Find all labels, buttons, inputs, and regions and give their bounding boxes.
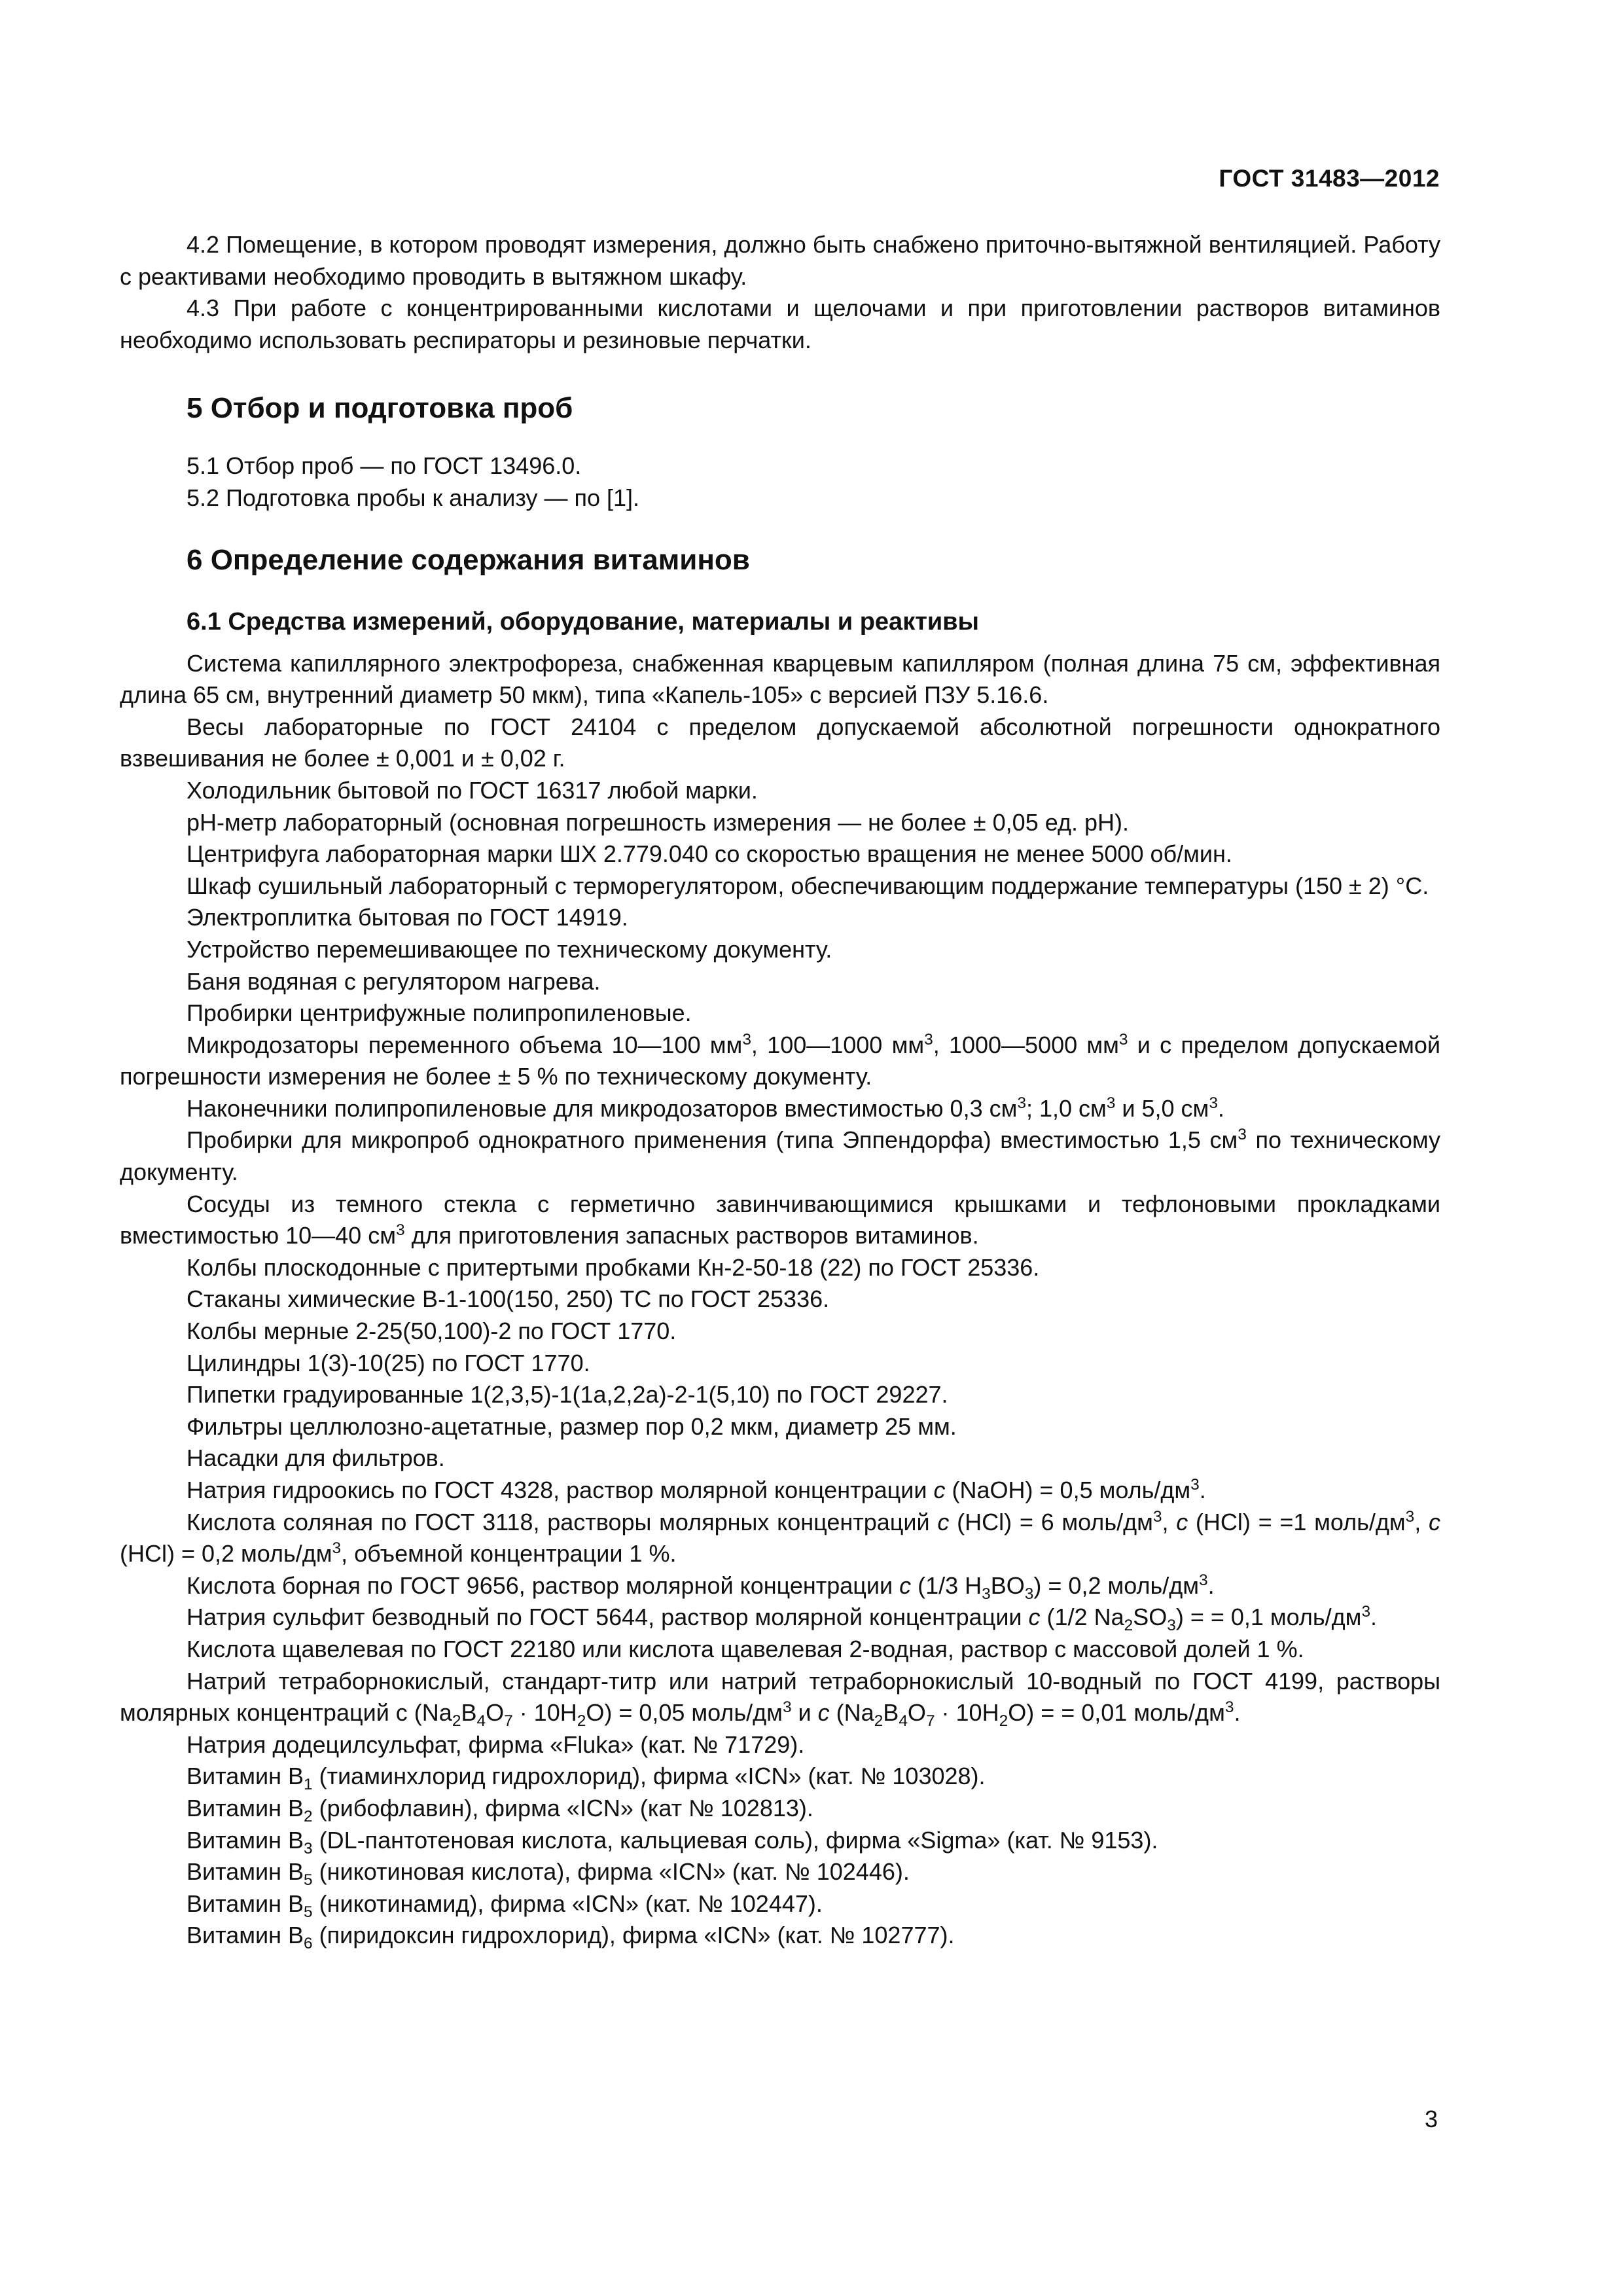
- item-acetate-filters: Фильтры целлюлозно-ацетатные, размер пор 0,2 мкм, диаметр 25 мм.: [187, 1412, 957, 1440]
- item-drying-cabinet: Шкаф сушильный лабораторный с терморегулятором, обеспечивающим поддержание температуры (150 ± 2) °С.: [187, 872, 1429, 899]
- item-refrigerator: Холодильник бытовой по ГОСТ 16317 любой марки.: [187, 776, 758, 804]
- item-oxalic-acid: Кислота щавелевая по ГОСТ 22180 или кислота щавелевая 2-водная, раствор с массовой долей 1 %.: [187, 1635, 1304, 1662]
- section-5-title: 5 Отбор и подготовка проб: [187, 392, 573, 425]
- paragraph-5-2: 5.2 Подготовка пробы к анализу — по [1].: [187, 484, 639, 511]
- item-centrifuge: Центрифуга лабораторная марки ШХ 2.779.040 со скоростью вращения не менее 5000 об/мин.: [187, 840, 1232, 868]
- item-centrifuge-tubes: Пробирки центрифужные полипропиленовые.: [187, 999, 692, 1027]
- item-sodium-tetraborate: Натрий тетраборнокислый, стандарт-титр или натрий тетраборнокислый 10-водный по ГОСТ 4199, растворы молярных концентраций с $(Na_2B_4O_7 \cdot 10H_2O) = 0,05$ моль/$дм^3$ и с $(Na_2B_4O_7 \cdot 10H_2O)$ = = 0,01 моль/$дм^3$.: [120, 1667, 1440, 1731]
- page-number: 3: [1424, 2106, 1438, 2132]
- paragraph-5-1: 5.1 Отбор проб — по ГОСТ 13496.0.: [187, 452, 582, 480]
- page-content: [120, 229, 1440, 1952]
- item-vitamin-b3: Витамин $B_3$ (DL-пантотеновая кислота, кальциевая соль), фирма «Sigma» (кат. № 9153).: [187, 1826, 1158, 1857]
- paragraph-4-3: 4.3 При работе с концентрированными кислотами и щелочами и при приготовлении растворов витаминов необходимо использовать респираторы и резиновые перчатки.: [120, 295, 1440, 353]
- item-filter-holders: Насадки для фильтров.: [187, 1444, 445, 1472]
- item-boric-acid: Кислота борная по ГОСТ 9656, раствор молярной концентрации с (1/3 $H_3BO_3) = 0,2$ моль/$дм^3$.: [187, 1571, 1215, 1603]
- item-sodium-dodecyl-sulfate: Натрия додецилсульфат, фирма «Fluka» (кат. № 71729).: [187, 1731, 805, 1758]
- item-pipette-tips: Наконечники полипропиленовые для микродозаторов вместимостью 0,3 $см^3$; 1,0 $см^3$ и 5,0 $см^3$.: [187, 1094, 1224, 1122]
- item-graduated-pipettes: Пипетки градуированные 1(2,3,5)-1(1а,2,2а)-2-1(5,10) по ГОСТ 29227.: [187, 1381, 948, 1408]
- standard-code: ГОСТ 31483—2012: [1219, 165, 1440, 192]
- item-cylinders: Цилиндры 1(3)-10(25) по ГОСТ 1770.: [187, 1349, 590, 1376]
- section-6-title: 6 Определение содержания витаминов: [187, 543, 750, 576]
- subsection-6-1-title: 6.1 Средства измерений, оборудование, материалы и реактивы: [187, 607, 979, 636]
- item-mixer: Устройство перемешивающее по техническому документу.: [187, 935, 832, 963]
- item-vitamin-b1: Витамин $B_1$ (тиаминхлорид гидрохлорид), фирма «ICN» (кат. № 103028).: [187, 1763, 986, 1794]
- item-vitamin-b5-nicotinamide: Витамин $B_5$ (никотинамид), фирма «ICN» (кат. № 102447).: [187, 1890, 823, 1921]
- item-volumetric-flasks: Колбы мерные 2-25(50,100)-2 по ГОСТ 1770.: [187, 1318, 677, 1345]
- item-hot-plate: Электроплитка бытовая по ГОСТ 14919.: [187, 904, 628, 931]
- item-eppendorf-tubes: Пробирки для микропроб однократного применения (типа Эппендорфа) вместимостью 1,5 $см^3$ по техническому документу.: [120, 1126, 1440, 1186]
- item-water-bath: Баня водяная с регулятором нагрева.: [187, 967, 601, 995]
- item-dark-glass-vessels: Сосуды из темного стекла с герметично завинчивающимися крышками и тефлоновыми прокладками вместимостью 10—40 $см^3$ для приготовления запасных растворов витаминов.: [120, 1190, 1440, 1249]
- item-vitamin-b2: Витамин $B_2$ (рибофлавин), фирма «ICN» (кат № 102813).: [187, 1794, 813, 1826]
- item-beakers: Стаканы химические В-1-100(150, 250) ТС по ГОСТ 25336.: [187, 1285, 830, 1313]
- item-sodium-hydroxide: Натрия гидроокись по ГОСТ 4328, раствор молярной концентрации с (NaOH) = 0,5 моль/$дм^3$.: [187, 1476, 1206, 1503]
- item-vitamin-b6: Витамин $B_6$ (пиридоксин гидрохлорид), фирма «ICN» (кат. № 102777).: [187, 1922, 955, 1953]
- item-sodium-sulfite: Натрия сульфит безводный по ГОСТ 5644, раствор молярной концентрации с (1/2 $Na_2SO_3$) = = 0,1 моль/$дм^3$.: [187, 1603, 1378, 1635]
- paragraph-4-2: 4.2 Помещение, в котором проводят измерения, должно быть снабжено приточно-вытяжной вентиляцией. Работу с реактивами необходимо проводить в вытяжном шкафу.: [120, 231, 1440, 290]
- item-hydrochloric-acid: Кислота соляная по ГОСТ 3118, растворы молярных концентраций с (HCl) = 6 моль/$дм^3$, с (HCl) = =1 моль/$дм^3$, с (HCl) = 0,2 моль/$дм^3$, объемной концентрации 1 %.: [120, 1507, 1440, 1568]
- item-lab-scales: Весы лабораторные по ГОСТ 24104 с пределом допускаемой абсолютной погрешности однократного взвешивания не более ± 0,001 и ± 0,02 г.: [120, 713, 1440, 772]
- item-ph-meter: рН-метр лабораторный (основная погрешность измерения — не более ± 0,05 ед. рН).: [187, 808, 1129, 836]
- item-microdispensers: Микродозаторы переменного объема 10—100 $мм^3$, 100—1000 $мм^3$, 1000—5000 $мм^3$ и с пределом допускаемой погрешности измерения не более ± 5 % по техническому документу.: [120, 1030, 1440, 1090]
- item-flat-bottom-flasks: Колбы плоскодонные с притертыми пробками Кн-2-50-18 (22) по ГОСТ 25336.: [187, 1253, 1040, 1281]
- item-vitamin-b5-nicotinic-acid: Витамин $B_5$ (никотиновая кислота), фирма «ICN» (кат. № 102446).: [187, 1858, 910, 1890]
- item-electrophoresis-system: Система капиллярного электрофореза, снабженная кварцевым капилляром (полная длина 75 см, эффективная длина 65 см, внутренний диаметр 50 мкм), типа «Капель-105» с версией ПЗУ 5.16.6.: [120, 649, 1440, 709]
